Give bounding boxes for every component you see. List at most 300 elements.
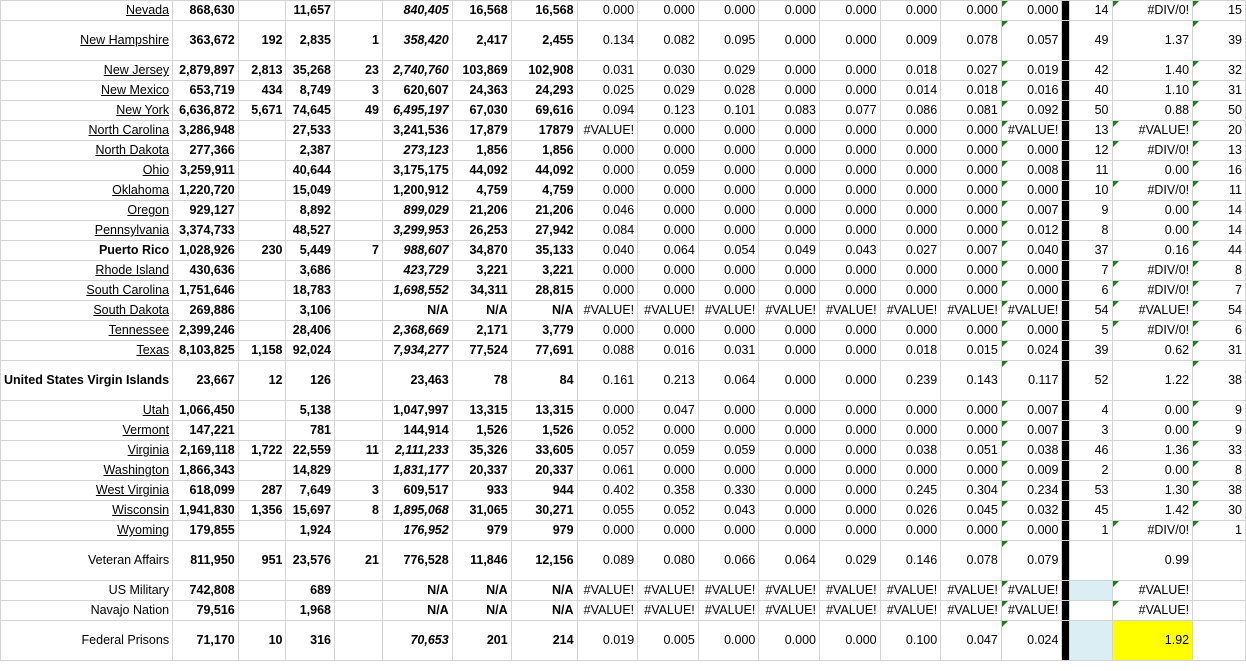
cell-col5[interactable]: 3,175,175 [382,161,452,181]
cell-rate-4[interactable]: 0.000 [759,61,820,81]
cell-total[interactable]: 1,028,926 [173,241,239,261]
row-label-link[interactable]: Virginia [127,443,170,457]
cell-col5[interactable]: 2,740,760 [382,61,452,81]
cell-rate-1[interactable]: 0.094 [577,101,638,121]
cell-rate-2[interactable]: 0.000 [638,281,699,301]
cell-col4[interactable] [335,1,383,21]
cell-rate-6[interactable]: 0.000 [880,201,941,221]
cell-col3[interactable]: 8,749 [286,81,335,101]
cell-rate-8[interactable]: 0.117 [1001,361,1062,401]
cell-col7[interactable]: 28,815 [511,281,577,301]
cell-col5[interactable]: 1,831,177 [382,461,452,481]
cell-rate-3[interactable]: 0.000 [698,281,759,301]
cell-col4[interactable]: 21 [335,541,383,581]
cell-rate-6[interactable]: 0.000 [880,281,941,301]
cell-rate-6[interactable]: 0.018 [880,61,941,81]
cell-col7[interactable]: 24,293 [511,81,577,101]
cell-col7[interactable]: 3,779 [511,321,577,341]
cell-col2[interactable] [238,601,286,621]
cell-col4[interactable] [335,281,383,301]
cell-ratio[interactable]: 1.42 [1112,501,1193,521]
cell-col2[interactable] [238,261,286,281]
cell-col4[interactable]: 49 [335,101,383,121]
cell-rate-4[interactable]: 0.000 [759,141,820,161]
cell-col3[interactable]: 8,892 [286,201,335,221]
cell-col4[interactable] [335,301,383,321]
cell-col2[interactable]: 434 [238,81,286,101]
cell-rate-2[interactable]: 0.000 [638,321,699,341]
cell-rate-7[interactable]: 0.045 [941,501,1002,521]
cell-rank[interactable] [1070,581,1112,601]
cell-rate-6[interactable]: 0.000 [880,261,941,281]
cell-rate-7[interactable]: 0.000 [941,321,1002,341]
cell-rank-2[interactable]: 20 [1193,121,1246,141]
cell-rate-5[interactable]: #VALUE! [819,581,880,601]
row-label-link[interactable]: New Mexico [101,83,170,97]
row-label-cell[interactable] [1,521,173,541]
cell-rank-2[interactable]: 39 [1193,21,1246,61]
cell-rate-4[interactable]: 0.000 [759,121,820,141]
cell-rate-8[interactable]: 0.000 [1001,181,1062,201]
cell-ratio[interactable]: 1.92 [1112,621,1193,661]
cell-col6[interactable]: 78 [452,361,511,401]
cell-col6[interactable]: 31,065 [452,501,511,521]
cell-col4[interactable]: 11 [335,441,383,461]
cell-total[interactable]: 147,221 [173,421,239,441]
cell-rate-2[interactable]: 0.000 [638,521,699,541]
cell-rate-1[interactable]: 0.084 [577,221,638,241]
cell-total[interactable]: 3,259,911 [173,161,239,181]
cell-rank[interactable]: 1 [1070,521,1112,541]
cell-col3[interactable]: 22,559 [286,441,335,461]
cell-col4[interactable] [335,361,383,401]
cell-ratio[interactable]: #DIV/0! [1112,261,1193,281]
row-label-cell[interactable] [1,501,173,521]
cell-rate-2[interactable]: 0.059 [638,161,699,181]
cell-rate-2[interactable]: 0.059 [638,441,699,461]
cell-rate-7[interactable]: 0.051 [941,441,1002,461]
row-label-cell[interactable] [1,1,173,21]
cell-rate-6[interactable]: 0.000 [880,221,941,241]
cell-rank-2[interactable]: 30 [1193,501,1246,521]
cell-rate-3[interactable]: #VALUE! [698,301,759,321]
cell-rate-3[interactable]: 0.000 [698,421,759,441]
cell-col6[interactable]: N/A [452,301,511,321]
cell-col7[interactable]: 44,092 [511,161,577,181]
cell-rate-3[interactable]: 0.330 [698,481,759,501]
cell-rate-6[interactable]: 0.000 [880,1,941,21]
cell-rate-1[interactable]: 0.055 [577,501,638,521]
cell-col6[interactable]: N/A [452,601,511,621]
cell-col2[interactable] [238,581,286,601]
cell-col6[interactable]: 44,092 [452,161,511,181]
cell-rate-5[interactable]: 0.000 [819,121,880,141]
cell-col6[interactable]: 17,879 [452,121,511,141]
cell-col5[interactable]: 3,299,953 [382,221,452,241]
cell-rate-3[interactable]: 0.000 [698,161,759,181]
cell-rank[interactable]: 10 [1070,181,1112,201]
cell-col4[interactable] [335,521,383,541]
cell-rate-4[interactable]: 0.000 [759,281,820,301]
cell-col2[interactable] [238,461,286,481]
cell-total[interactable]: 618,099 [173,481,239,501]
cell-rate-4[interactable]: 0.000 [759,161,820,181]
cell-ratio[interactable]: 1.22 [1112,361,1193,401]
cell-rate-8[interactable]: 0.024 [1001,341,1062,361]
row-label-cell[interactable] [1,441,173,461]
cell-col2[interactable] [238,1,286,21]
cell-ratio[interactable]: #DIV/0! [1112,521,1193,541]
cell-total[interactable]: 269,886 [173,301,239,321]
cell-rate-7[interactable]: 0.000 [941,221,1002,241]
cell-rate-3[interactable]: 0.031 [698,341,759,361]
cell-rate-5[interactable]: 0.000 [819,181,880,201]
cell-col2[interactable]: 192 [238,21,286,61]
cell-rate-1[interactable]: 0.019 [577,621,638,661]
cell-col4[interactable]: 3 [335,481,383,501]
cell-rank-2[interactable]: 15 [1193,1,1246,21]
cell-rate-8[interactable]: 0.000 [1001,521,1062,541]
cell-rate-5[interactable]: 0.000 [819,461,880,481]
cell-col7[interactable]: 84 [511,361,577,401]
cell-rate-8[interactable]: 0.032 [1001,501,1062,521]
cell-rate-1[interactable]: 0.000 [577,321,638,341]
cell-rate-8[interactable]: #VALUE! [1001,601,1062,621]
cell-rate-5[interactable]: 0.000 [819,421,880,441]
cell-col7[interactable]: 20,337 [511,461,577,481]
cell-total[interactable]: 79,516 [173,601,239,621]
cell-total[interactable]: 1,941,830 [173,501,239,521]
cell-rank-2[interactable]: 44 [1193,241,1246,261]
cell-rate-2[interactable]: 0.005 [638,621,699,661]
cell-col3[interactable]: 5,138 [286,401,335,421]
cell-rate-1[interactable]: 0.040 [577,241,638,261]
cell-rate-2[interactable]: 0.000 [638,121,699,141]
row-label-cell[interactable] [1,301,173,321]
cell-col6[interactable]: 103,869 [452,61,511,81]
cell-rate-7[interactable]: #VALUE! [941,601,1002,621]
cell-rate-6[interactable]: 0.038 [880,441,941,461]
cell-col3[interactable]: 18,783 [286,281,335,301]
cell-col3[interactable]: 1,924 [286,521,335,541]
row-label-cell[interactable] [1,541,173,581]
cell-rate-4[interactable]: 0.000 [759,21,820,61]
row-label-link[interactable]: Texas [136,343,170,357]
cell-rate-7[interactable]: 0.081 [941,101,1002,121]
cell-rate-6[interactable]: 0.245 [880,481,941,501]
cell-rate-2[interactable]: 0.358 [638,481,699,501]
cell-rate-2[interactable]: 0.052 [638,501,699,521]
row-label-link[interactable]: Washington [103,463,170,477]
cell-rank[interactable]: 7 [1070,261,1112,281]
cell-ratio[interactable]: #DIV/0! [1112,281,1193,301]
cell-col6[interactable]: 2,171 [452,321,511,341]
cell-rank[interactable] [1070,601,1112,621]
row-label-cell[interactable] [1,261,173,281]
cell-rate-8[interactable]: 0.234 [1001,481,1062,501]
cell-col5[interactable]: 1,047,997 [382,401,452,421]
cell-rate-5[interactable]: 0.000 [819,221,880,241]
cell-col5[interactable]: 776,528 [382,541,452,581]
cell-col2[interactable]: 230 [238,241,286,261]
cell-rate-6[interactable]: 0.000 [880,401,941,421]
cell-rate-6[interactable]: 0.239 [880,361,941,401]
cell-rate-5[interactable]: #VALUE! [819,301,880,321]
row-label-cell[interactable] [1,601,173,621]
cell-rate-7[interactable]: 0.000 [941,121,1002,141]
cell-rate-6[interactable]: #VALUE! [880,601,941,621]
cell-col7[interactable]: 30,271 [511,501,577,521]
cell-rank[interactable]: 11 [1070,161,1112,181]
cell-rate-4[interactable]: 0.000 [759,481,820,501]
cell-rank-2[interactable]: 13 [1193,141,1246,161]
cell-col4[interactable] [335,421,383,441]
cell-col7[interactable]: 979 [511,521,577,541]
cell-rate-5[interactable]: 0.000 [819,501,880,521]
cell-rank-2[interactable]: 8 [1193,461,1246,481]
cell-col5[interactable]: 2,111,233 [382,441,452,461]
cell-ratio[interactable]: 0.00 [1112,161,1193,181]
cell-rate-8[interactable]: 0.038 [1001,441,1062,461]
cell-rate-4[interactable]: 0.083 [759,101,820,121]
cell-rate-3[interactable]: 0.101 [698,101,759,121]
cell-rate-7[interactable]: 0.078 [941,21,1002,61]
row-label-cell[interactable] [1,61,173,81]
cell-rate-1[interactable]: 0.000 [577,521,638,541]
cell-rate-3[interactable]: 0.000 [698,401,759,421]
row-label-cell[interactable] [1,461,173,481]
cell-rank-2[interactable]: 31 [1193,341,1246,361]
cell-col2[interactable]: 12 [238,361,286,401]
cell-rate-4[interactable]: #VALUE! [759,581,820,601]
cell-rate-1[interactable]: 0.000 [577,181,638,201]
cell-rate-2[interactable]: 0.047 [638,401,699,421]
cell-rank[interactable]: 50 [1070,101,1112,121]
row-label-cell[interactable] [1,581,173,601]
cell-rate-4[interactable]: 0.049 [759,241,820,261]
cell-rate-7[interactable]: 0.000 [941,401,1002,421]
cell-rate-8[interactable]: #VALUE! [1001,121,1062,141]
cell-col7[interactable]: 944 [511,481,577,501]
cell-rate-3[interactable]: 0.059 [698,441,759,461]
cell-col2[interactable]: 5,671 [238,101,286,121]
cell-rate-5[interactable]: 0.000 [819,1,880,21]
cell-col6[interactable]: 16,568 [452,1,511,21]
cell-rate-4[interactable]: 0.000 [759,181,820,201]
cell-col7[interactable]: 77,691 [511,341,577,361]
cell-rank-2[interactable]: 6 [1193,321,1246,341]
cell-total[interactable]: 1,751,646 [173,281,239,301]
cell-col6[interactable]: 20,337 [452,461,511,481]
cell-rate-7[interactable]: 0.000 [941,461,1002,481]
cell-col7[interactable]: 13,315 [511,401,577,421]
cell-rate-8[interactable]: 0.024 [1001,621,1062,661]
cell-total[interactable]: 2,169,118 [173,441,239,461]
cell-ratio[interactable]: #VALUE! [1112,581,1193,601]
cell-ratio[interactable]: #VALUE! [1112,121,1193,141]
cell-rank-2[interactable]: 9 [1193,401,1246,421]
cell-rank-2[interactable]: 8 [1193,261,1246,281]
cell-col4[interactable] [335,121,383,141]
cell-ratio[interactable]: 0.00 [1112,421,1193,441]
cell-col3[interactable]: 5,449 [286,241,335,261]
cell-col6[interactable]: 933 [452,481,511,501]
cell-rank-2[interactable] [1193,541,1246,581]
cell-col7[interactable]: 17879 [511,121,577,141]
cell-rate-4[interactable]: 0.000 [759,521,820,541]
cell-col6[interactable]: 34,870 [452,241,511,261]
cell-col2[interactable] [238,181,286,201]
cell-col4[interactable]: 8 [335,501,383,521]
cell-total[interactable]: 8,103,825 [173,341,239,361]
cell-col5[interactable]: 176,952 [382,521,452,541]
cell-col5[interactable]: 2,368,669 [382,321,452,341]
cell-rate-3[interactable]: 0.095 [698,21,759,61]
cell-rank-2[interactable]: 50 [1193,101,1246,121]
cell-col7[interactable]: 3,221 [511,261,577,281]
cell-rank[interactable]: 2 [1070,461,1112,481]
cell-rate-5[interactable]: 0.029 [819,541,880,581]
cell-col3[interactable]: 781 [286,421,335,441]
cell-rate-4[interactable]: 0.000 [759,421,820,441]
cell-rate-7[interactable]: 0.000 [941,141,1002,161]
cell-ratio[interactable]: #DIV/0! [1112,141,1193,161]
cell-rate-3[interactable]: 0.064 [698,361,759,401]
cell-rate-6[interactable]: 0.000 [880,521,941,541]
cell-col3[interactable]: 27,533 [286,121,335,141]
cell-rank[interactable]: 4 [1070,401,1112,421]
cell-col6[interactable]: 35,326 [452,441,511,461]
cell-col7[interactable]: N/A [511,581,577,601]
cell-rate-6[interactable]: 0.014 [880,81,941,101]
cell-col2[interactable] [238,161,286,181]
row-label-link[interactable]: West Virginia [95,483,170,497]
row-label-cell[interactable] [1,621,173,661]
cell-col5[interactable]: 7,934,277 [382,341,452,361]
cell-rate-8[interactable]: 0.009 [1001,461,1062,481]
cell-col3[interactable]: 2,835 [286,21,335,61]
cell-rate-5[interactable]: 0.000 [819,321,880,341]
cell-rate-7[interactable]: 0.018 [941,81,1002,101]
row-label-cell[interactable] [1,141,173,161]
cell-rate-5[interactable]: 0.000 [819,21,880,61]
cell-rate-2[interactable]: #VALUE! [638,301,699,321]
cell-rate-3[interactable]: 0.029 [698,61,759,81]
row-label-cell[interactable] [1,401,173,421]
cell-rate-2[interactable]: 0.030 [638,61,699,81]
cell-rate-8[interactable]: 0.000 [1001,1,1062,21]
cell-col6[interactable]: 2,417 [452,21,511,61]
row-label-link[interactable]: New Jersey [103,63,170,77]
row-label-link[interactable]: North Dakota [95,143,170,157]
row-label-link[interactable]: Utah [142,403,170,417]
cell-rate-7[interactable]: 0.000 [941,261,1002,281]
cell-rate-4[interactable]: 0.064 [759,541,820,581]
cell-col2[interactable]: 1,356 [238,501,286,521]
cell-rate-6[interactable]: 0.000 [880,321,941,341]
cell-col5[interactable]: N/A [382,581,452,601]
cell-rate-4[interactable]: 0.000 [759,1,820,21]
cell-rank[interactable]: 46 [1070,441,1112,461]
cell-rate-2[interactable]: 0.000 [638,1,699,21]
cell-rate-2[interactable]: 0.029 [638,81,699,101]
cell-total[interactable]: 653,719 [173,81,239,101]
cell-col6[interactable]: 21,206 [452,201,511,221]
cell-col4[interactable] [335,141,383,161]
cell-rate-2[interactable]: 0.000 [638,261,699,281]
cell-rate-3[interactable]: 0.066 [698,541,759,581]
cell-col3[interactable]: 14,829 [286,461,335,481]
cell-rate-6[interactable]: 0.027 [880,241,941,261]
cell-rate-2[interactable]: 0.000 [638,201,699,221]
cell-col5[interactable]: 899,029 [382,201,452,221]
cell-rank[interactable]: 40 [1070,81,1112,101]
cell-col6[interactable]: 1,526 [452,421,511,441]
row-label-cell[interactable] [1,341,173,361]
cell-col5[interactable]: 609,517 [382,481,452,501]
cell-rate-8[interactable]: #VALUE! [1001,581,1062,601]
cell-ratio[interactable]: 0.00 [1112,461,1193,481]
cell-ratio[interactable]: 0.00 [1112,401,1193,421]
cell-col3[interactable]: 15,049 [286,181,335,201]
row-label-cell[interactable] [1,181,173,201]
cell-rate-2[interactable]: 0.000 [638,421,699,441]
cell-rate-8[interactable]: #VALUE! [1001,301,1062,321]
cell-rate-1[interactable]: 0.089 [577,541,638,581]
cell-col5[interactable]: 6,495,197 [382,101,452,121]
row-label-cell[interactable] [1,421,173,441]
cell-col5[interactable]: 273,123 [382,141,452,161]
row-label-cell[interactable] [1,481,173,501]
cell-rate-1[interactable]: 0.046 [577,201,638,221]
cell-rate-7[interactable]: #VALUE! [941,581,1002,601]
cell-total[interactable]: 2,399,246 [173,321,239,341]
cell-col6[interactable]: 4,759 [452,181,511,201]
cell-rank[interactable]: 8 [1070,221,1112,241]
cell-total[interactable]: 3,286,948 [173,121,239,141]
cell-rate-3[interactable]: 0.000 [698,141,759,161]
cell-total[interactable]: 430,636 [173,261,239,281]
cell-total[interactable]: 179,855 [173,521,239,541]
cell-rate-7[interactable]: 0.000 [941,1,1002,21]
row-label-link[interactable]: Wyoming [117,523,170,537]
cell-rank[interactable]: 39 [1070,341,1112,361]
row-label-cell[interactable] [1,281,173,301]
cell-rank-2[interactable]: 14 [1193,221,1246,241]
row-label-link[interactable]: Oregon [127,203,170,217]
cell-col2[interactable] [238,301,286,321]
row-label-cell[interactable] [1,221,173,241]
cell-col6[interactable]: 67,030 [452,101,511,121]
cell-rate-7[interactable]: 0.000 [941,421,1002,441]
cell-rate-3[interactable]: 0.000 [698,621,759,661]
cell-rate-3[interactable]: #VALUE! [698,601,759,621]
cell-col2[interactable]: 951 [238,541,286,581]
cell-total[interactable]: 868,630 [173,1,239,21]
cell-rate-2[interactable]: 0.064 [638,241,699,261]
cell-col4[interactable] [335,161,383,181]
cell-rank[interactable] [1070,541,1112,581]
row-label-link[interactable]: South Dakota [93,303,170,317]
cell-rank-2[interactable] [1193,601,1246,621]
cell-rate-3[interactable]: 0.043 [698,501,759,521]
cell-total[interactable]: 2,879,897 [173,61,239,81]
cell-rate-2[interactable]: 0.000 [638,221,699,241]
cell-rate-2[interactable]: 0.080 [638,541,699,581]
cell-col6[interactable]: 34,311 [452,281,511,301]
cell-col7[interactable]: 2,455 [511,21,577,61]
cell-rate-3[interactable]: 0.000 [698,1,759,21]
